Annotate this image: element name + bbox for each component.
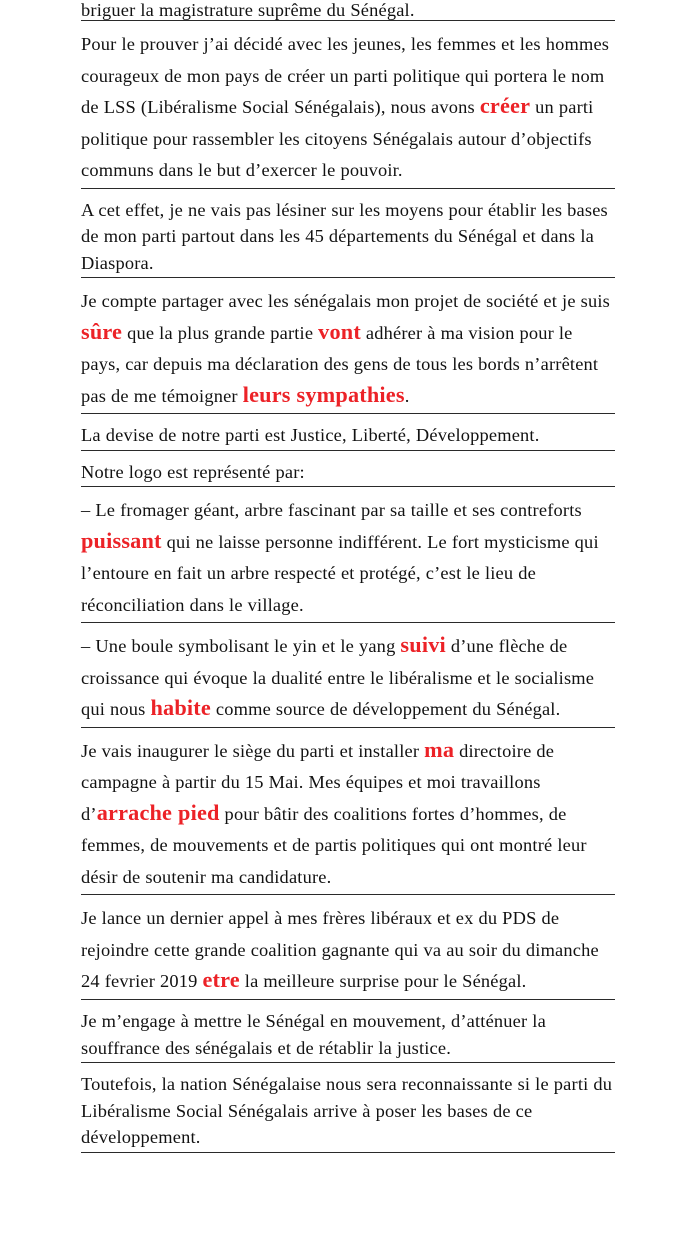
- document-text-column: [81, 0, 615, 1153]
- highlighted-word: leurs sympathies: [242, 381, 405, 407]
- text-run: directoire de campagne à partir du 15 Mai. Mes équipes et moi travaillons d’: [81, 740, 555, 824]
- paragraph: [81, 1008, 615, 1063]
- highlighted-word: habite: [150, 695, 211, 721]
- highlighted-word: créer: [479, 93, 531, 118]
- paragraph: [81, 29, 615, 189]
- text-run: que la plus grande partie: [122, 322, 319, 343]
- text-run: Je m’engage à mettre le Sénégal en mouvement, d’atténuer la souffrance des sénégalais et de rétablir la justice.: [81, 1010, 546, 1058]
- text-run: Pour le prouver j’ai décidé avec les jeunes, les femmes et les hommes courageux de mon pays de créer un parti politique qui portera le nom de LSS (Libéralisme Social Sénégalais), nous avons: [81, 34, 610, 117]
- highlighted-word: ma: [424, 736, 455, 762]
- highlighted-word: arrache pied: [96, 799, 220, 825]
- paragraph: [81, 1071, 615, 1153]
- text-run: Je compte partager avec les sénégalais mon projet de société et je suis: [81, 291, 610, 312]
- paragraph: [81, 422, 615, 451]
- text-run: adhérer à ma vision pour le pays, car depuis ma déclaration des gens de tous les bords n’arrêtent pas de me témoigner: [81, 322, 599, 406]
- paragraph: [81, 736, 615, 896]
- highlighted-word: vont: [318, 318, 361, 344]
- paragraph: [81, 197, 615, 279]
- text-run: pour bâtir des coalitions fortes d’hommes, de femmes, de mouvements et de partis politiques qui ont montré leur désir de soutenir ma candidature.: [81, 803, 587, 887]
- text-run: – Une boule symbolisant le yin et le yang: [81, 636, 401, 657]
- paragraph: [81, 495, 615, 623]
- paragraph: [81, 286, 615, 414]
- text-run: La devise de notre parti est Justice, Liberté, Développement.: [81, 425, 540, 446]
- text-run: qui ne laisse personne indifférent. Le fort mysticisme qui l’entoure en fait un arbre respecté et protégé, c’est le lieu de réconciliation dans le village.: [81, 531, 599, 615]
- text-run: Toutefois, la nation Sénégalaise nous sera reconnaissante si le parti du Libéralisme Social Sénégalais arrive à poser les bases de ce développement.: [81, 1074, 613, 1148]
- text-run: Je lance un dernier appel à mes frères libéraux et ex du PDS de rejoindre cette grande coalition gagnante qui va au soir du dimanche 24 fevrier 2019: [81, 908, 599, 992]
- highlighted-word: puissant: [81, 527, 162, 553]
- text-run: comme source de développement du Sénégal.: [210, 699, 561, 720]
- text-run: la meilleure surprise pour le Sénégal.: [239, 971, 527, 992]
- highlighted-word: etre: [202, 967, 240, 993]
- paragraph: [81, 903, 615, 1000]
- text-run: A cet effet, je ne vais pas lésiner sur les moyens pour établir les bases de mon parti partout dans les 45 départements du Sénégal et dans la Diaspora.: [81, 199, 608, 273]
- text-run: Notre logo est représenté par:: [81, 461, 305, 482]
- text-run: briguer la magistrature suprême du Sénégal.: [81, 0, 415, 20]
- text-run: – Le fromager géant, arbre fascinant par sa taille et ses contreforts: [81, 500, 582, 521]
- paragraph: [81, 631, 615, 728]
- text-run: Je vais inaugurer le siège du parti et installer: [81, 740, 425, 761]
- text-run: d’une flèche de croissance qui évoque la dualité entre le libéralisme et le socialisme qui nous: [81, 636, 595, 720]
- text-run: un parti politique pour rassembler les citoyens Sénégalais autour d’objectifs communs dans le but d’exercer le pouvoir.: [81, 97, 594, 180]
- paragraph: [81, 459, 615, 488]
- text-run: .: [404, 385, 410, 406]
- paragraph: [81, 0, 615, 21]
- highlighted-word: sûre: [81, 318, 123, 344]
- highlighted-word: suivi: [400, 632, 446, 658]
